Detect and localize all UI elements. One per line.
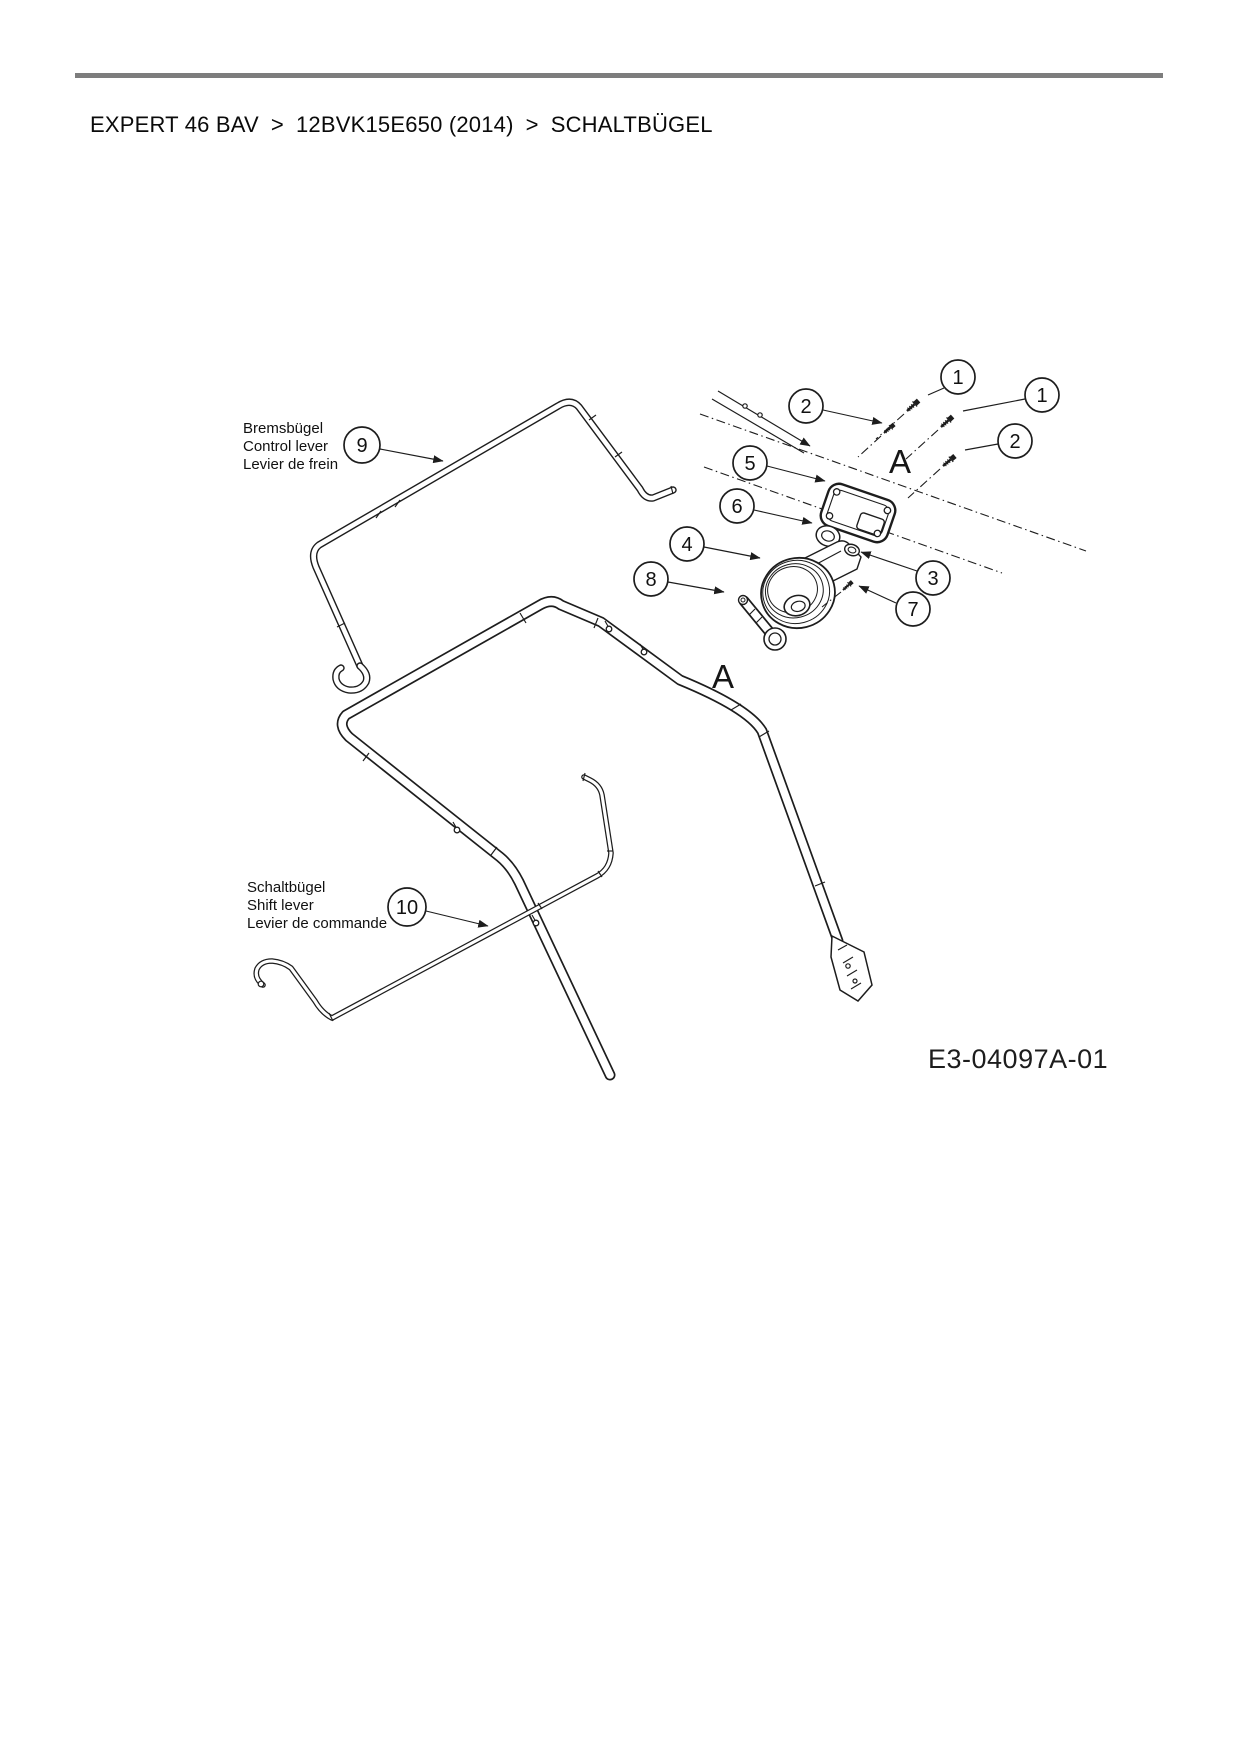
breadcrumb-item-section[interactable]: SCHALTBÜGEL bbox=[550, 112, 713, 137]
callout-number: 1 bbox=[952, 367, 964, 389]
callout-3[interactable] bbox=[916, 561, 950, 595]
callout-number: 3 bbox=[927, 568, 939, 590]
part-label-brake-de: Bremsbügel bbox=[243, 420, 324, 437]
detail-letter-a-top: A bbox=[888, 443, 912, 480]
callout-7[interactable] bbox=[896, 592, 930, 626]
callout-1b[interactable] bbox=[1025, 378, 1059, 412]
callout-number: 6 bbox=[731, 496, 743, 518]
callout-number: 8 bbox=[645, 569, 657, 591]
control-lever-segment-ticks bbox=[337, 415, 673, 627]
part-label-shift-en: Shift lever bbox=[247, 897, 314, 914]
callout-number: 1 bbox=[1036, 385, 1048, 407]
handlebar-segment-ticks bbox=[363, 613, 825, 886]
breadcrumb-separator: > bbox=[270, 112, 284, 137]
callout-number: 7 bbox=[907, 599, 919, 621]
handlebar-screw-bumps bbox=[453, 621, 647, 926]
breadcrumb-separator: > bbox=[525, 112, 539, 137]
breadcrumb-item-model[interactable]: EXPERT 46 BAV bbox=[90, 112, 259, 137]
detail-letter-a-bottom: A bbox=[711, 658, 735, 695]
callout-5[interactable] bbox=[733, 446, 767, 480]
detail-axis-lines bbox=[700, 391, 1086, 573]
callout-1a[interactable] bbox=[941, 360, 975, 394]
callout-number: 4 bbox=[681, 534, 693, 556]
callout-number: 2 bbox=[800, 396, 812, 418]
callout-number: 2 bbox=[1009, 431, 1021, 453]
part-label-brake-en: Control lever bbox=[243, 438, 329, 455]
callout-9[interactable] bbox=[344, 427, 380, 463]
callout-number: 9 bbox=[356, 435, 368, 457]
handlebar-tube bbox=[342, 602, 838, 1076]
callout-4[interactable] bbox=[670, 527, 704, 561]
callout-10[interactable] bbox=[388, 888, 426, 926]
callout-2a[interactable] bbox=[789, 389, 823, 423]
callout-2b[interactable] bbox=[998, 424, 1032, 458]
part-label-brake-fr: Levier de frein bbox=[243, 456, 339, 473]
part-label-shift-de: Schaltbügel bbox=[247, 879, 326, 896]
callout-6[interactable] bbox=[720, 489, 754, 523]
breadcrumb-item-variant[interactable]: 12BVK15E650 (2014) bbox=[295, 112, 514, 137]
callout-8[interactable] bbox=[634, 562, 668, 596]
callout-number: 5 bbox=[744, 453, 756, 475]
drawing-number: E3-04097A-01 bbox=[928, 1044, 1109, 1074]
handlebar-end-bracket bbox=[831, 936, 872, 1001]
part-label-shift-fr: Levier de commande bbox=[247, 915, 388, 932]
callout-number: 10 bbox=[395, 897, 419, 919]
